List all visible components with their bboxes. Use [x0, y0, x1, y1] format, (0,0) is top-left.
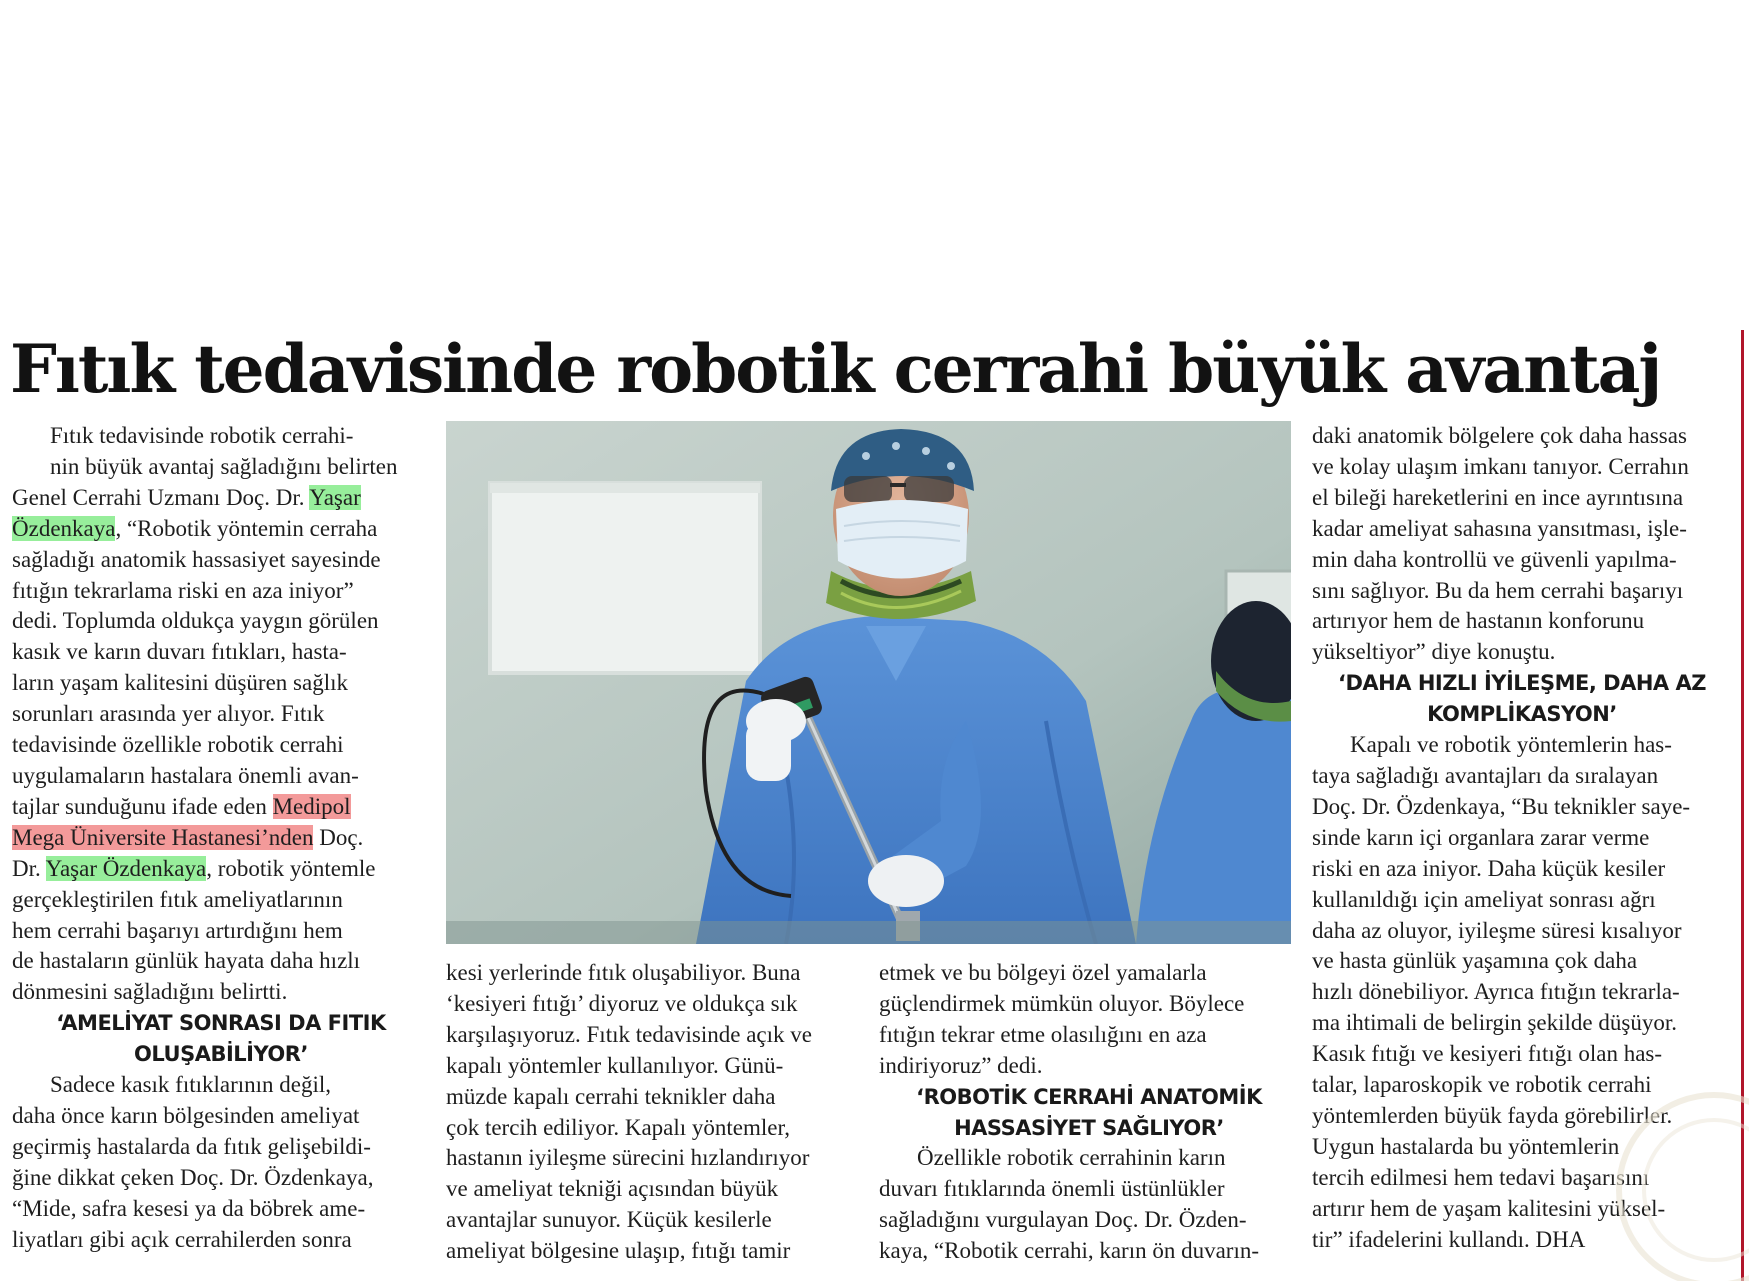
paragraph — [446, 958, 866, 1267]
text-line: gerçekleştirilen fıtık ameliyatlarının — [12, 886, 343, 912]
text-line: tir” ifadelerini kullandı. DHA — [1312, 1226, 1586, 1252]
text-line: çok tercih ediliyor. Kapalı yöntemler, — [446, 1114, 790, 1140]
text-line: ğine dikkat çeken Doç. Dr. Özdenkaya, — [12, 1164, 374, 1190]
text-line: ve hasta günlük yaşamına çok daha — [1312, 948, 1638, 974]
text-line: ve kolay ulaşım imkanı tanıyor. Cerrahın — [1312, 453, 1689, 479]
text-line: tedavisinde özellikle robotik cerrahi — [12, 732, 344, 758]
subhead-line: ‘ROBOTİK CERRAHİ ANATOMİK — [916, 1084, 1262, 1109]
text-line: talar, laparoskopik ve robotik cerrahi — [1312, 1072, 1652, 1098]
text-line: geçirmiş hastalarda da fıtık gelişebildi- — [12, 1133, 371, 1159]
text-line: yükseltiyor” diye konuştu. — [1312, 639, 1556, 665]
section-subhead — [1312, 668, 1732, 730]
highlighted-name: Yaşar Özdenkaya — [45, 855, 207, 881]
text-line: artırıyor hem de hastanın konforunu — [1312, 608, 1645, 634]
text-line: güçlendirmek mümkün oluyor. Böylece — [879, 990, 1245, 1016]
text-line: sinde karın içi organlara zarar verme — [1312, 824, 1650, 850]
text-line: Fıtık tedavisinde robotik cerrahi- — [50, 423, 354, 448]
text-line: etmek ve bu bölgeyi özel yamalarla — [879, 960, 1207, 985]
paragraph — [879, 958, 1299, 1082]
text-line: yöntemlerden büyük fayda görebilirler. — [1312, 1102, 1673, 1128]
text-line: el bileği hareketlerini en ince ayrıntısına — [1312, 484, 1684, 510]
text-run: , robotik yöntemle — [206, 855, 376, 881]
text-line: kasık ve karın duvarı fıtıkları, hasta- — [12, 639, 347, 665]
text-line — [12, 854, 430, 885]
text-line: kapalı yöntemler kullanılıyor. Günü- — [446, 1052, 784, 1078]
text-line: kadar ameliyat sahasına yansıtması, işle- — [1312, 515, 1687, 541]
headline: Fıtık tedavisinde robotik cerrahi büyük avantaj — [10, 330, 1661, 408]
paragraph — [1312, 421, 1732, 668]
subhead-line: OLUŞABİLİYOR’ — [134, 1042, 308, 1067]
text-line: avantajlar sunuyor. Küçük kesilerle — [446, 1207, 772, 1233]
subhead-line: ‘DAHA HIZLI İYİLEŞME, DAHA AZ — [1338, 671, 1706, 696]
text-line: dedi. Toplumda oldukça yaygın görülen — [12, 608, 379, 634]
text-line: daha önce karın bölgesinden ameliyat — [12, 1102, 360, 1128]
text-line: Kapalı ve robotik yöntemlerin has- — [1350, 732, 1672, 758]
text-line: liyatları gibi açık cerrahilerden sonra — [12, 1226, 352, 1252]
text-line: Kasık fıtığı ve kesiyeri fıtığı olan has- — [1312, 1041, 1663, 1067]
text-run: Genel Cerrahi Uzmanı Doç. Dr. — [12, 484, 310, 510]
highlighted-name: Özdenkaya — [12, 515, 116, 541]
section-subhead — [879, 1082, 1299, 1144]
text-line: dönmesini sağladığını belirtti. — [12, 979, 288, 1005]
surgeon-photo — [446, 421, 1291, 944]
text-line: ‘kesiyeri fıtığı’ diyoruz ve oldukça sık — [446, 990, 798, 1016]
subhead-line: ‘AMELİYAT SONRASI DA FITIK — [56, 1011, 386, 1036]
text-line: müzde kapalı cerrahi teknikler daha — [446, 1083, 776, 1109]
text-run: , “Robotik yöntemin cerraha — [115, 515, 378, 541]
text-line: Özellikle robotik cerrahinin karın — [917, 1145, 1226, 1171]
highlighted-institution: Medipol — [272, 793, 351, 819]
text-line: Sadece kasık fıtıklarının değil, — [50, 1072, 332, 1098]
highlighted-institution: Mega Üniversite Hastanesi’nden — [12, 824, 314, 850]
text-line: hızlı dönebiliyor. Ayrıca fıtığın tekrarla- — [1312, 979, 1680, 1005]
text-line: kesi yerlerinde fıtık oluşabiliyor. Buna — [446, 960, 801, 985]
text-line: fıtığın tekrar etme olasılığını en aza — [879, 1021, 1207, 1047]
text-line: daha az oluyor, iyileşme süresi kısalıyor — [1312, 917, 1682, 943]
text-line: tercih edilmesi hem tedavi başarısını — [1312, 1164, 1650, 1190]
text-line: ma ihtimali de belirgin şekilde düşüyor. — [1312, 1010, 1677, 1036]
text-line: “Mide, safra kesesi ya da böbrek ame- — [12, 1195, 366, 1221]
text-line: hem cerrahi başarıyı artırdığını hem — [12, 917, 343, 943]
text-line — [12, 823, 430, 854]
text-line: taya sağladığı avantajları da sıralayan — [1312, 762, 1659, 788]
article-column-2 — [446, 958, 866, 1267]
text-line: indiriyoruz” dedi. — [879, 1052, 1043, 1078]
highlighted-name: Yaşar — [309, 484, 361, 510]
text-line: hastanın iyileşme sürecini hızlandırıyor — [446, 1145, 810, 1171]
text-line: sağladığını vurgulayan Doç. Dr. Özden- — [879, 1207, 1247, 1233]
text-line: min daha kontrollü ve güvenli yapılma- — [1312, 546, 1677, 572]
text-line: Doç. Dr. Özdenkaya, “Bu teknikler saye- — [1312, 793, 1691, 819]
text-line: fıtığın tekrarlama riski en aza iniyor” — [12, 577, 354, 603]
paragraph — [12, 421, 430, 1008]
text-run: tajlar sunduğunu ifade eden — [12, 793, 273, 819]
text-line — [12, 483, 430, 514]
section-subhead — [12, 1008, 430, 1070]
text-line: karşılaşıyoruz. Fıtık tedavisinde açık ve — [446, 1021, 812, 1047]
text-line — [12, 792, 430, 823]
text-line: ve ameliyat tekniği açısından büyük — [446, 1176, 779, 1202]
text-line: daki anatomik bölgelere çok daha hassas — [1312, 423, 1687, 448]
text-line: sağladığı anatomik hassasiyet sayesinde — [12, 546, 381, 572]
text-line — [12, 514, 430, 545]
text-line: kaya, “Robotik cerrahi, karın ön duvarın- — [879, 1238, 1260, 1264]
text-line: ameliyat bölgesine ulaşıp, fıtığı tamir — [446, 1238, 791, 1264]
text-line: sını sağlıyor. Bu da hem cerrahi başarıyı — [1312, 577, 1684, 603]
paragraph — [879, 1143, 1299, 1267]
paragraph — [12, 1070, 430, 1255]
watermark-icon — [1604, 1080, 1749, 1281]
text-run: Dr. — [12, 855, 46, 881]
text-line: sorunları arasında yer alıyor. Fıtık — [12, 701, 325, 727]
text-line: artırır hem de yaşam kalitesini yüksel- — [1312, 1195, 1666, 1221]
subhead-line: KOMPLİKASYON’ — [1427, 702, 1617, 727]
text-line: riski en aza iniyor. Daha küçük kesiler — [1312, 855, 1666, 881]
text-line: Uygun hastalarda bu yöntemlerin — [1312, 1133, 1620, 1159]
text-line: de hastaların günlük hayata daha hızlı — [12, 948, 361, 974]
text-line: ların yaşam kalitesini düşüren sağlık — [12, 670, 348, 696]
text-run: Doç. — [313, 824, 364, 850]
article-column-1 — [12, 421, 430, 1255]
text-line: nin büyük avantaj sağladığını belirten — [50, 453, 398, 479]
article-column-3 — [879, 958, 1299, 1267]
subhead-line: HASSASİYET SAĞLIYOR’ — [954, 1115, 1224, 1140]
text-line: duvarı fıtıklarında önemli üstünlükler — [879, 1176, 1225, 1202]
text-line: kullanıldığı için ameliyat sonrası ağrı — [1312, 886, 1656, 912]
text-line: uygulamaların hastalara önemli avan- — [12, 762, 359, 788]
